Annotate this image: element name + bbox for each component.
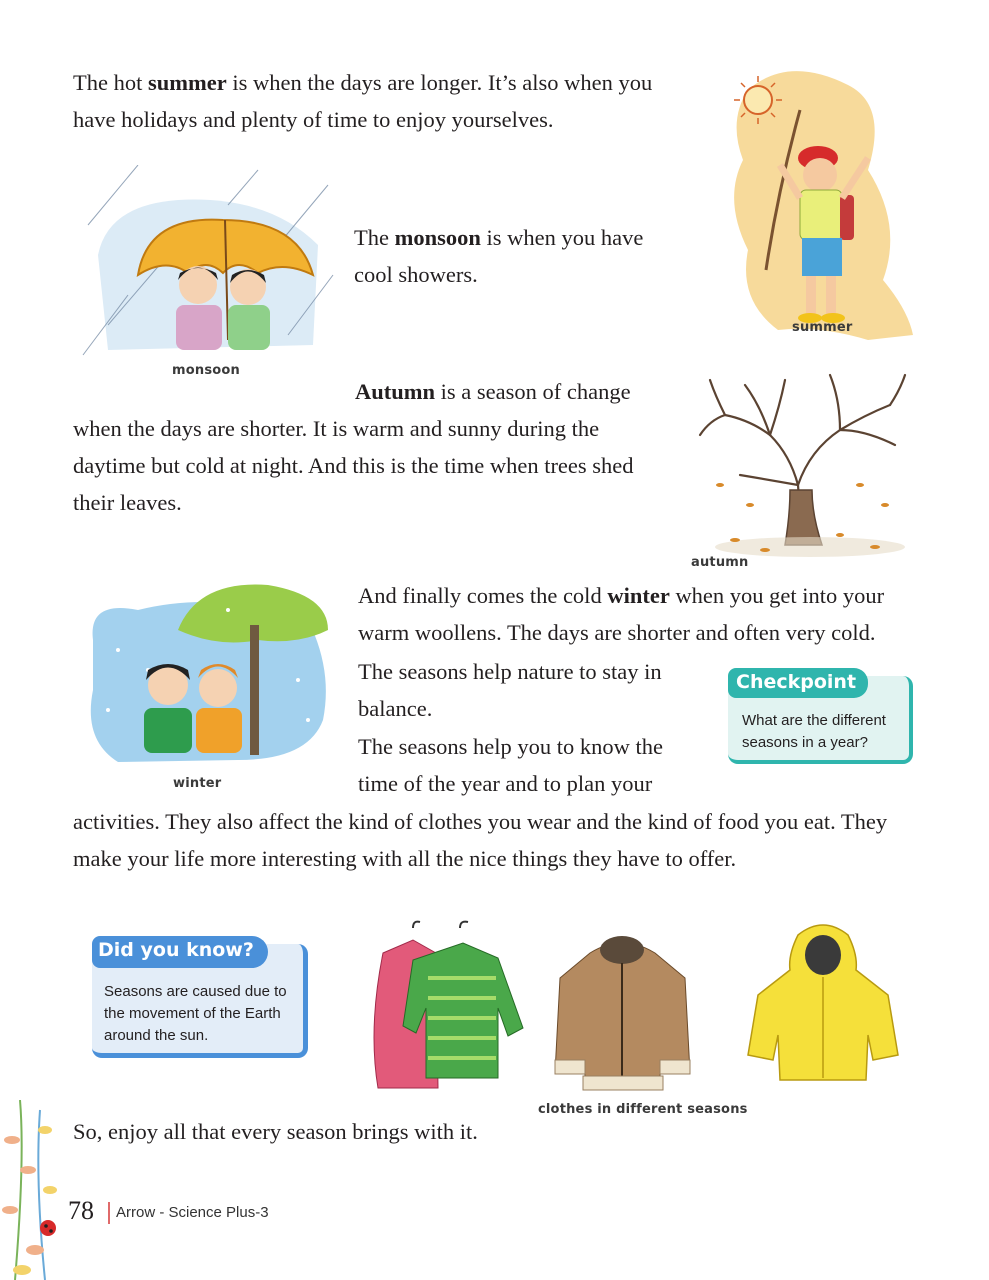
monsoon-illustration bbox=[78, 165, 338, 365]
autumn-paragraph-rest: when the days are shorter. It is warm and sunny during the daytime but cold at night. And this is the time when trees shed their leaves. bbox=[73, 416, 634, 515]
plan-paragraph-head: The seasons help you to know the time of the year and to plan your bbox=[358, 734, 663, 796]
summer-caption: summer bbox=[792, 320, 853, 335]
monsoon-keyword: monsoon bbox=[394, 225, 481, 250]
autumn-paragraph-line1 bbox=[355, 373, 675, 410]
summer-text-pre: The hot bbox=[73, 70, 148, 95]
floral-border-decoration bbox=[0, 1100, 70, 1280]
book-title: Arrow - Science Plus-3 bbox=[116, 1204, 269, 1221]
shirts-illustration bbox=[358, 918, 533, 1093]
enjoy-paragraph: So, enjoy all that every season brings with it. bbox=[73, 1119, 478, 1144]
autumn-keyword: Autumn bbox=[355, 379, 436, 404]
checkpoint-title: Checkpoint bbox=[736, 671, 857, 693]
checkpoint-box bbox=[728, 668, 920, 764]
did-you-know-text: Seasons are caused due to the movement of the Earth around the sun. bbox=[104, 983, 287, 1044]
monsoon-caption: monsoon bbox=[172, 363, 240, 378]
winter-text-post: when you get into your warm woollens. The days are shorter and often very cold. bbox=[358, 583, 885, 645]
footer-divider bbox=[108, 1202, 110, 1224]
plan-paragraph-rest: activities. They also affect the kind of clothes you wear and the kind of food you eat. They make your life more interesting with all the nice things they have to offer. bbox=[73, 809, 888, 871]
page-number: 78 bbox=[68, 1196, 94, 1225]
summer-illustration bbox=[718, 50, 918, 345]
winter-text-pre: And finally comes the cold bbox=[358, 583, 608, 608]
monsoon-paragraph bbox=[354, 219, 654, 293]
winter-keyword: winter bbox=[607, 583, 670, 608]
clothes-caption: clothes in different seasons bbox=[538, 1102, 748, 1117]
autumn-text-post: is a season of change bbox=[435, 379, 631, 404]
checkpoint-text: What are the different seasons in a year? bbox=[742, 712, 886, 751]
autumn-caption: autumn bbox=[691, 555, 749, 570]
summer-paragraph bbox=[73, 64, 673, 138]
did-you-know-title: Did you know? bbox=[98, 939, 254, 961]
monsoon-text-pre: The bbox=[354, 225, 395, 250]
autumn-illustration bbox=[690, 365, 915, 565]
summer-text-post: is when the days are longer. It’s also when you have holidays and plenty of time to enjoy yourselves. bbox=[73, 70, 653, 132]
winter-caption: winter bbox=[173, 776, 222, 791]
winter-paragraph bbox=[358, 577, 918, 651]
balance-paragraph: The seasons help nature to stay in balance. bbox=[358, 659, 662, 721]
raincoat-illustration bbox=[738, 915, 908, 1085]
summer-keyword: summer bbox=[147, 70, 227, 95]
winter-illustration bbox=[78, 570, 338, 770]
fur-jacket-illustration bbox=[550, 928, 695, 1093]
monsoon-text-post: is when you have cool showers. bbox=[354, 225, 644, 287]
did-you-know-box bbox=[92, 934, 310, 1058]
